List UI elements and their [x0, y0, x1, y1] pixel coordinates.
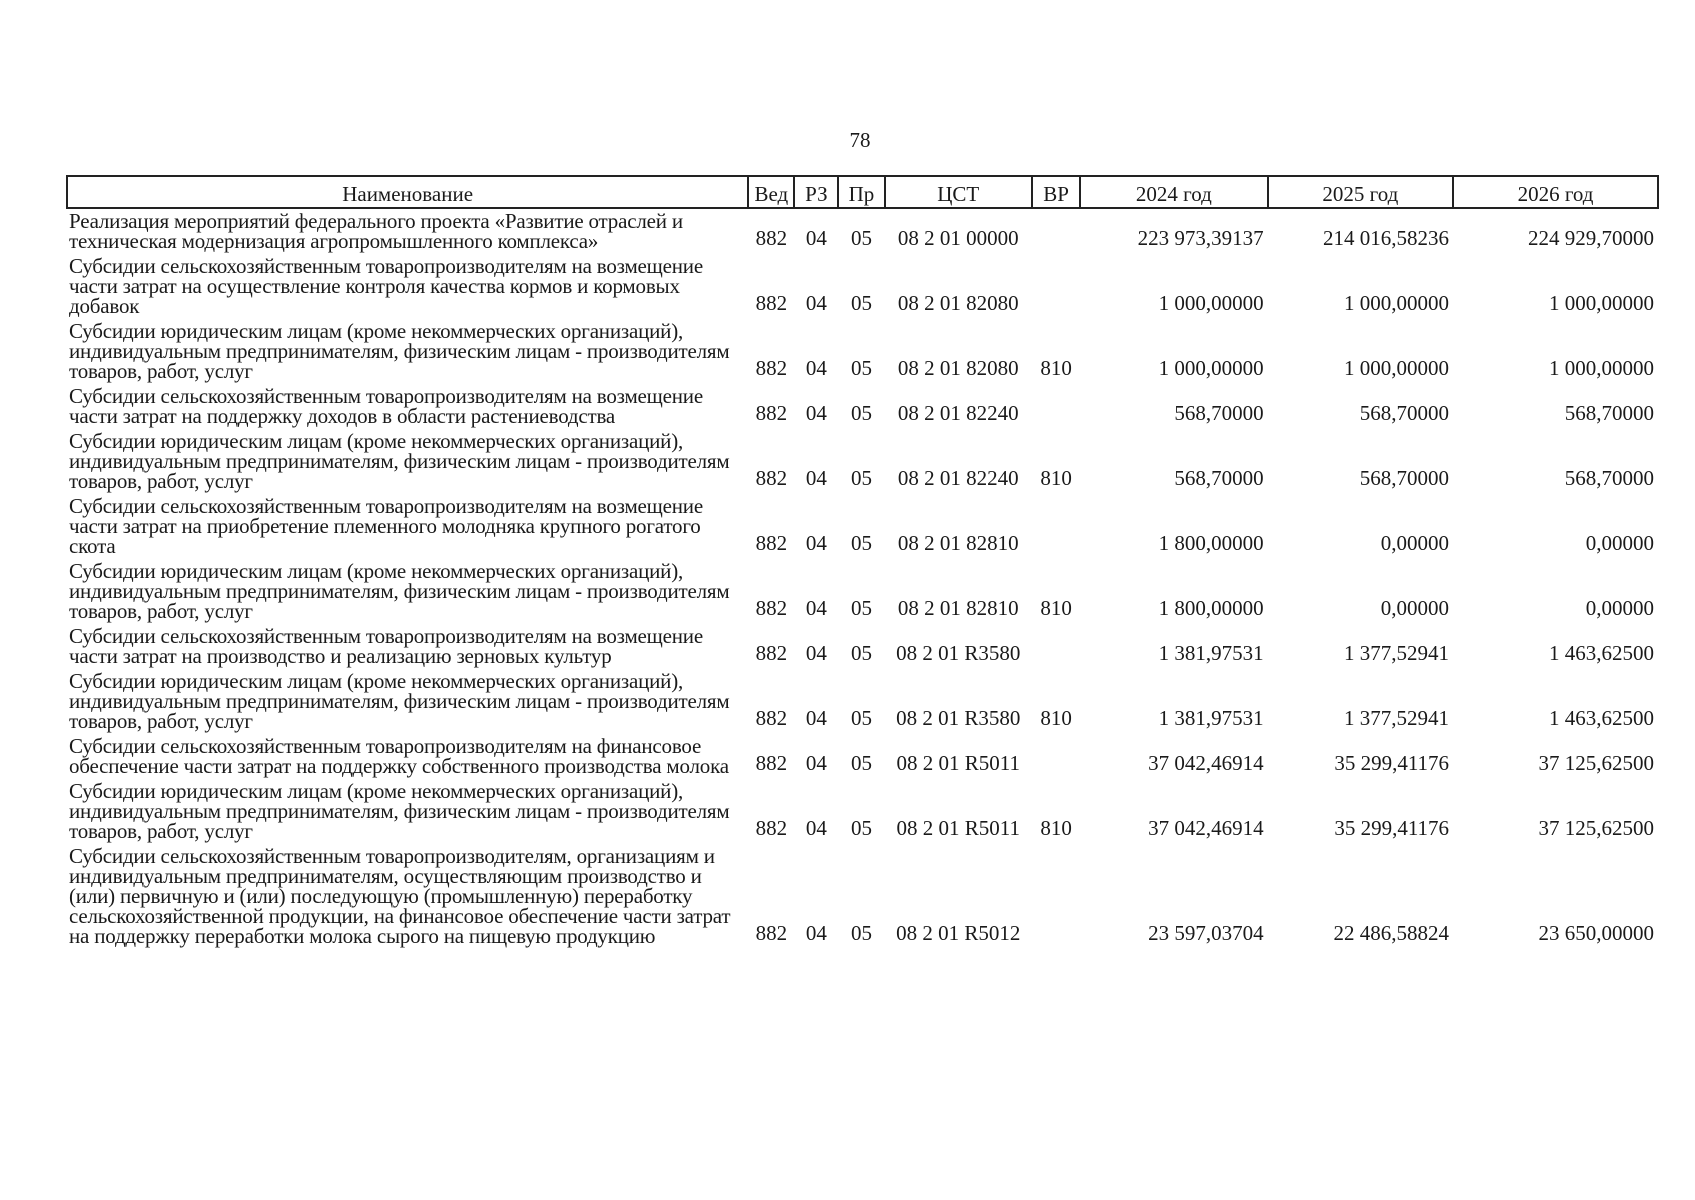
page-number: 78 — [849, 128, 871, 152]
cell-ved: 882 — [755, 531, 788, 555]
table-body — [67, 208, 1658, 949]
header-pr: Пр — [838, 176, 884, 208]
cell-name: Субсидии сельскохозяйственным товаропроизводителям на возмещение части затрат на осуществление контроля качества кормов и кормовых добавок — [69, 254, 703, 318]
cell-name: Субсидии сельскохозяйственным товаропроизводителям на возмещение части затрат на приобретение племенного молодняка крупного рогатого скота — [69, 494, 703, 558]
cell-rz: 04 — [805, 466, 827, 490]
cell-2026: 568,70000 — [1564, 401, 1654, 425]
cell-rz: 04 — [805, 641, 827, 665]
table-row — [67, 734, 1658, 779]
cell-2026: 568,70000 — [1564, 466, 1654, 490]
cell-2025: 1 000,00000 — [1344, 356, 1450, 380]
cell-2024: 1 800,00000 — [1158, 596, 1264, 620]
cell-cst: 08 2 01 00000 — [897, 226, 1019, 250]
cell-ved: 882 — [755, 356, 788, 380]
cell-pr: 05 — [850, 531, 872, 555]
cell-2025: 35 299,41176 — [1334, 816, 1450, 840]
table-row — [67, 779, 1658, 844]
cell-name: Субсидии сельскохозяйственным товаропроизводителям, организациям и индивидуальным предпринимателям, осуществляющим производство и (или) первичную и (или) последующую (промышленную) переработку сельскохозяйственной продукции, на финансовое обеспечение части затрат на поддержку переработки молока сырого на пищевую продукцию — [69, 844, 731, 948]
cell-name: Реализация мероприятий федерального проекта «Развитие отраслей и техническая модернизация агропромышленного комплекса» — [69, 209, 683, 253]
cell-2026: 0,00000 — [1585, 531, 1654, 555]
cell-ved: 882 — [755, 291, 788, 315]
header-2024: 2024 год — [1080, 176, 1267, 208]
cell-vr — [1032, 208, 1080, 254]
cell-name: Субсидии юридическим лицам (кроме некоммерческих организаций), индивидуальным предпринимателям, физическим лицам - производителям товаров, работ, услуг — [69, 779, 730, 843]
cell-ved: 882 — [755, 641, 788, 665]
budget-table — [66, 175, 1659, 949]
cell-cst: 08 2 01 R5011 — [896, 751, 1020, 775]
cell-pr: 05 — [850, 466, 872, 490]
table-row — [67, 559, 1658, 624]
cell-2026: 1 463,62500 — [1549, 641, 1654, 665]
cell-name: Субсидии сельскохозяйственным товаропроизводителям на финансовое обеспечение части затрат на поддержку собственного производства молока — [69, 734, 729, 778]
cell-2025: 22 486,58824 — [1333, 921, 1450, 945]
header-cst: ЦСТ — [885, 176, 1033, 208]
cell-name: Субсидии юридическим лицам (кроме некоммерческих организаций), индивидуальным предпринимателям, физическим лицам - производителям товаров, работ, услуг — [69, 319, 730, 383]
cell-2024: 1 000,00000 — [1158, 356, 1264, 380]
cell-cst: 08 2 01 82240 — [897, 466, 1019, 490]
header-ved: Вед — [748, 176, 794, 208]
cell-rz: 04 — [805, 291, 827, 315]
cell-2024: 23 597,03704 — [1148, 921, 1264, 945]
cell-rz: 04 — [805, 356, 827, 380]
cell-2024: 1 000,00000 — [1158, 291, 1264, 315]
cell-name: Субсидии сельскохозяйственным товаропроизводителям на возмещение части затрат на производство и реализацию зерновых культур — [69, 624, 703, 668]
cell-2025: 1 377,52941 — [1344, 706, 1450, 730]
cell-vr — [1032, 254, 1080, 319]
cell-cst: 08 2 01 82810 — [897, 531, 1019, 555]
cell-vr — [1032, 384, 1080, 429]
cell-ved: 882 — [755, 751, 788, 775]
cell-vr — [1032, 494, 1080, 559]
cell-2025: 1 000,00000 — [1344, 291, 1450, 315]
cell-cst: 08 2 01 R5011 — [896, 816, 1020, 840]
cell-ved: 882 — [755, 706, 788, 730]
cell-vr: 810 — [1040, 356, 1072, 380]
cell-cst: 08 2 01 R3580 — [896, 706, 1021, 730]
cell-2024: 1 381,97531 — [1158, 641, 1264, 665]
header-2025: 2025 год — [1268, 176, 1453, 208]
cell-cst: 08 2 01 82080 — [897, 291, 1019, 315]
cell-2024: 568,70000 — [1174, 466, 1264, 490]
table-row — [67, 319, 1658, 384]
table-row — [67, 429, 1658, 494]
cell-pr: 05 — [850, 291, 872, 315]
cell-2025: 35 299,41176 — [1334, 751, 1450, 775]
cell-name: Субсидии юридическим лицам (кроме некоммерческих организаций), индивидуальным предпринимателям, физическим лицам - производителям товаров, работ, услуг — [69, 669, 730, 733]
table-row — [67, 624, 1658, 669]
cell-cst: 08 2 01 R3580 — [896, 641, 1021, 665]
table-row — [67, 844, 1658, 949]
cell-pr: 05 — [850, 641, 872, 665]
cell-pr: 05 — [850, 226, 872, 250]
cell-2026: 1 000,00000 — [1549, 356, 1654, 380]
cell-2025: 568,70000 — [1359, 401, 1450, 425]
cell-pr: 05 — [850, 921, 872, 945]
cell-vr: 810 — [1040, 596, 1072, 620]
table-row — [67, 384, 1658, 429]
cell-rz: 04 — [805, 596, 827, 620]
cell-pr: 05 — [850, 356, 872, 380]
cell-2026: 37 125,62500 — [1538, 751, 1654, 775]
cell-vr — [1032, 844, 1080, 949]
cell-2025: 0,00000 — [1380, 596, 1450, 620]
cell-cst: 08 2 01 R5012 — [896, 921, 1021, 945]
cell-2024: 1 381,97531 — [1158, 706, 1264, 730]
cell-vr: 810 — [1040, 466, 1072, 490]
cell-ved: 882 — [755, 596, 788, 620]
cell-name: Субсидии юридическим лицам (кроме некоммерческих организаций), индивидуальным предпринимателям, физическим лицам - производителям товаров, работ, услуг — [69, 429, 730, 493]
cell-pr: 05 — [850, 816, 872, 840]
table-header-row — [67, 176, 1658, 208]
cell-ved: 882 — [755, 466, 788, 490]
cell-2024: 1 800,00000 — [1158, 531, 1264, 555]
cell-pr: 05 — [850, 596, 872, 620]
cell-rz: 04 — [805, 921, 827, 945]
cell-2026: 23 650,00000 — [1538, 921, 1654, 945]
cell-2024: 223 973,39137 — [1137, 226, 1264, 250]
cell-2025: 0,00000 — [1380, 531, 1450, 555]
cell-ved: 882 — [755, 226, 788, 250]
cell-2025: 214 016,58236 — [1323, 226, 1450, 250]
cell-ved: 882 — [755, 921, 788, 945]
cell-rz: 04 — [805, 706, 827, 730]
cell-2026: 1 463,62500 — [1549, 706, 1654, 730]
header-2026: 2026 год — [1453, 176, 1658, 208]
cell-2026: 1 000,00000 — [1549, 291, 1654, 315]
cell-vr — [1032, 734, 1080, 779]
cell-2026: 37 125,62500 — [1538, 816, 1654, 840]
table-row — [67, 254, 1658, 319]
cell-rz: 04 — [805, 816, 827, 840]
cell-2026: 0,00000 — [1585, 596, 1654, 620]
cell-ved: 882 — [755, 816, 788, 840]
cell-name: Субсидии юридическим лицам (кроме некоммерческих организаций), индивидуальным предпринимателям, физическим лицам - производителям товаров, работ, услуг — [69, 559, 730, 623]
cell-pr: 05 — [850, 706, 872, 730]
cell-2025: 568,70000 — [1359, 466, 1450, 490]
cell-vr — [1032, 624, 1080, 669]
cell-2024: 37 042,46914 — [1148, 816, 1264, 840]
cell-2024: 37 042,46914 — [1148, 751, 1264, 775]
cell-2025: 1 377,52941 — [1344, 641, 1450, 665]
header-name: Наименование — [67, 176, 748, 208]
cell-name: Субсидии сельскохозяйственным товаропроизводителям на возмещение части затрат на поддержку доходов в области растениеводства — [69, 384, 703, 428]
cell-ved: 882 — [755, 401, 788, 425]
header-rz: РЗ — [794, 176, 838, 208]
cell-pr: 05 — [850, 401, 872, 425]
header-vr: ВР — [1032, 176, 1080, 208]
cell-cst: 08 2 01 82240 — [897, 401, 1019, 425]
cell-rz: 04 — [805, 226, 827, 250]
table-row — [67, 208, 1658, 254]
table-row — [67, 494, 1658, 559]
cell-cst: 08 2 01 82810 — [897, 596, 1019, 620]
cell-pr: 05 — [850, 751, 872, 775]
cell-rz: 04 — [805, 531, 827, 555]
cell-cst: 08 2 01 82080 — [897, 356, 1019, 380]
cell-rz: 04 — [805, 401, 827, 425]
cell-rz: 04 — [805, 751, 827, 775]
cell-2024: 568,70000 — [1174, 401, 1264, 425]
table-row — [67, 669, 1658, 734]
cell-2026: 224 929,70000 — [1528, 226, 1654, 250]
cell-vr: 810 — [1040, 706, 1072, 730]
cell-vr: 810 — [1040, 816, 1072, 840]
